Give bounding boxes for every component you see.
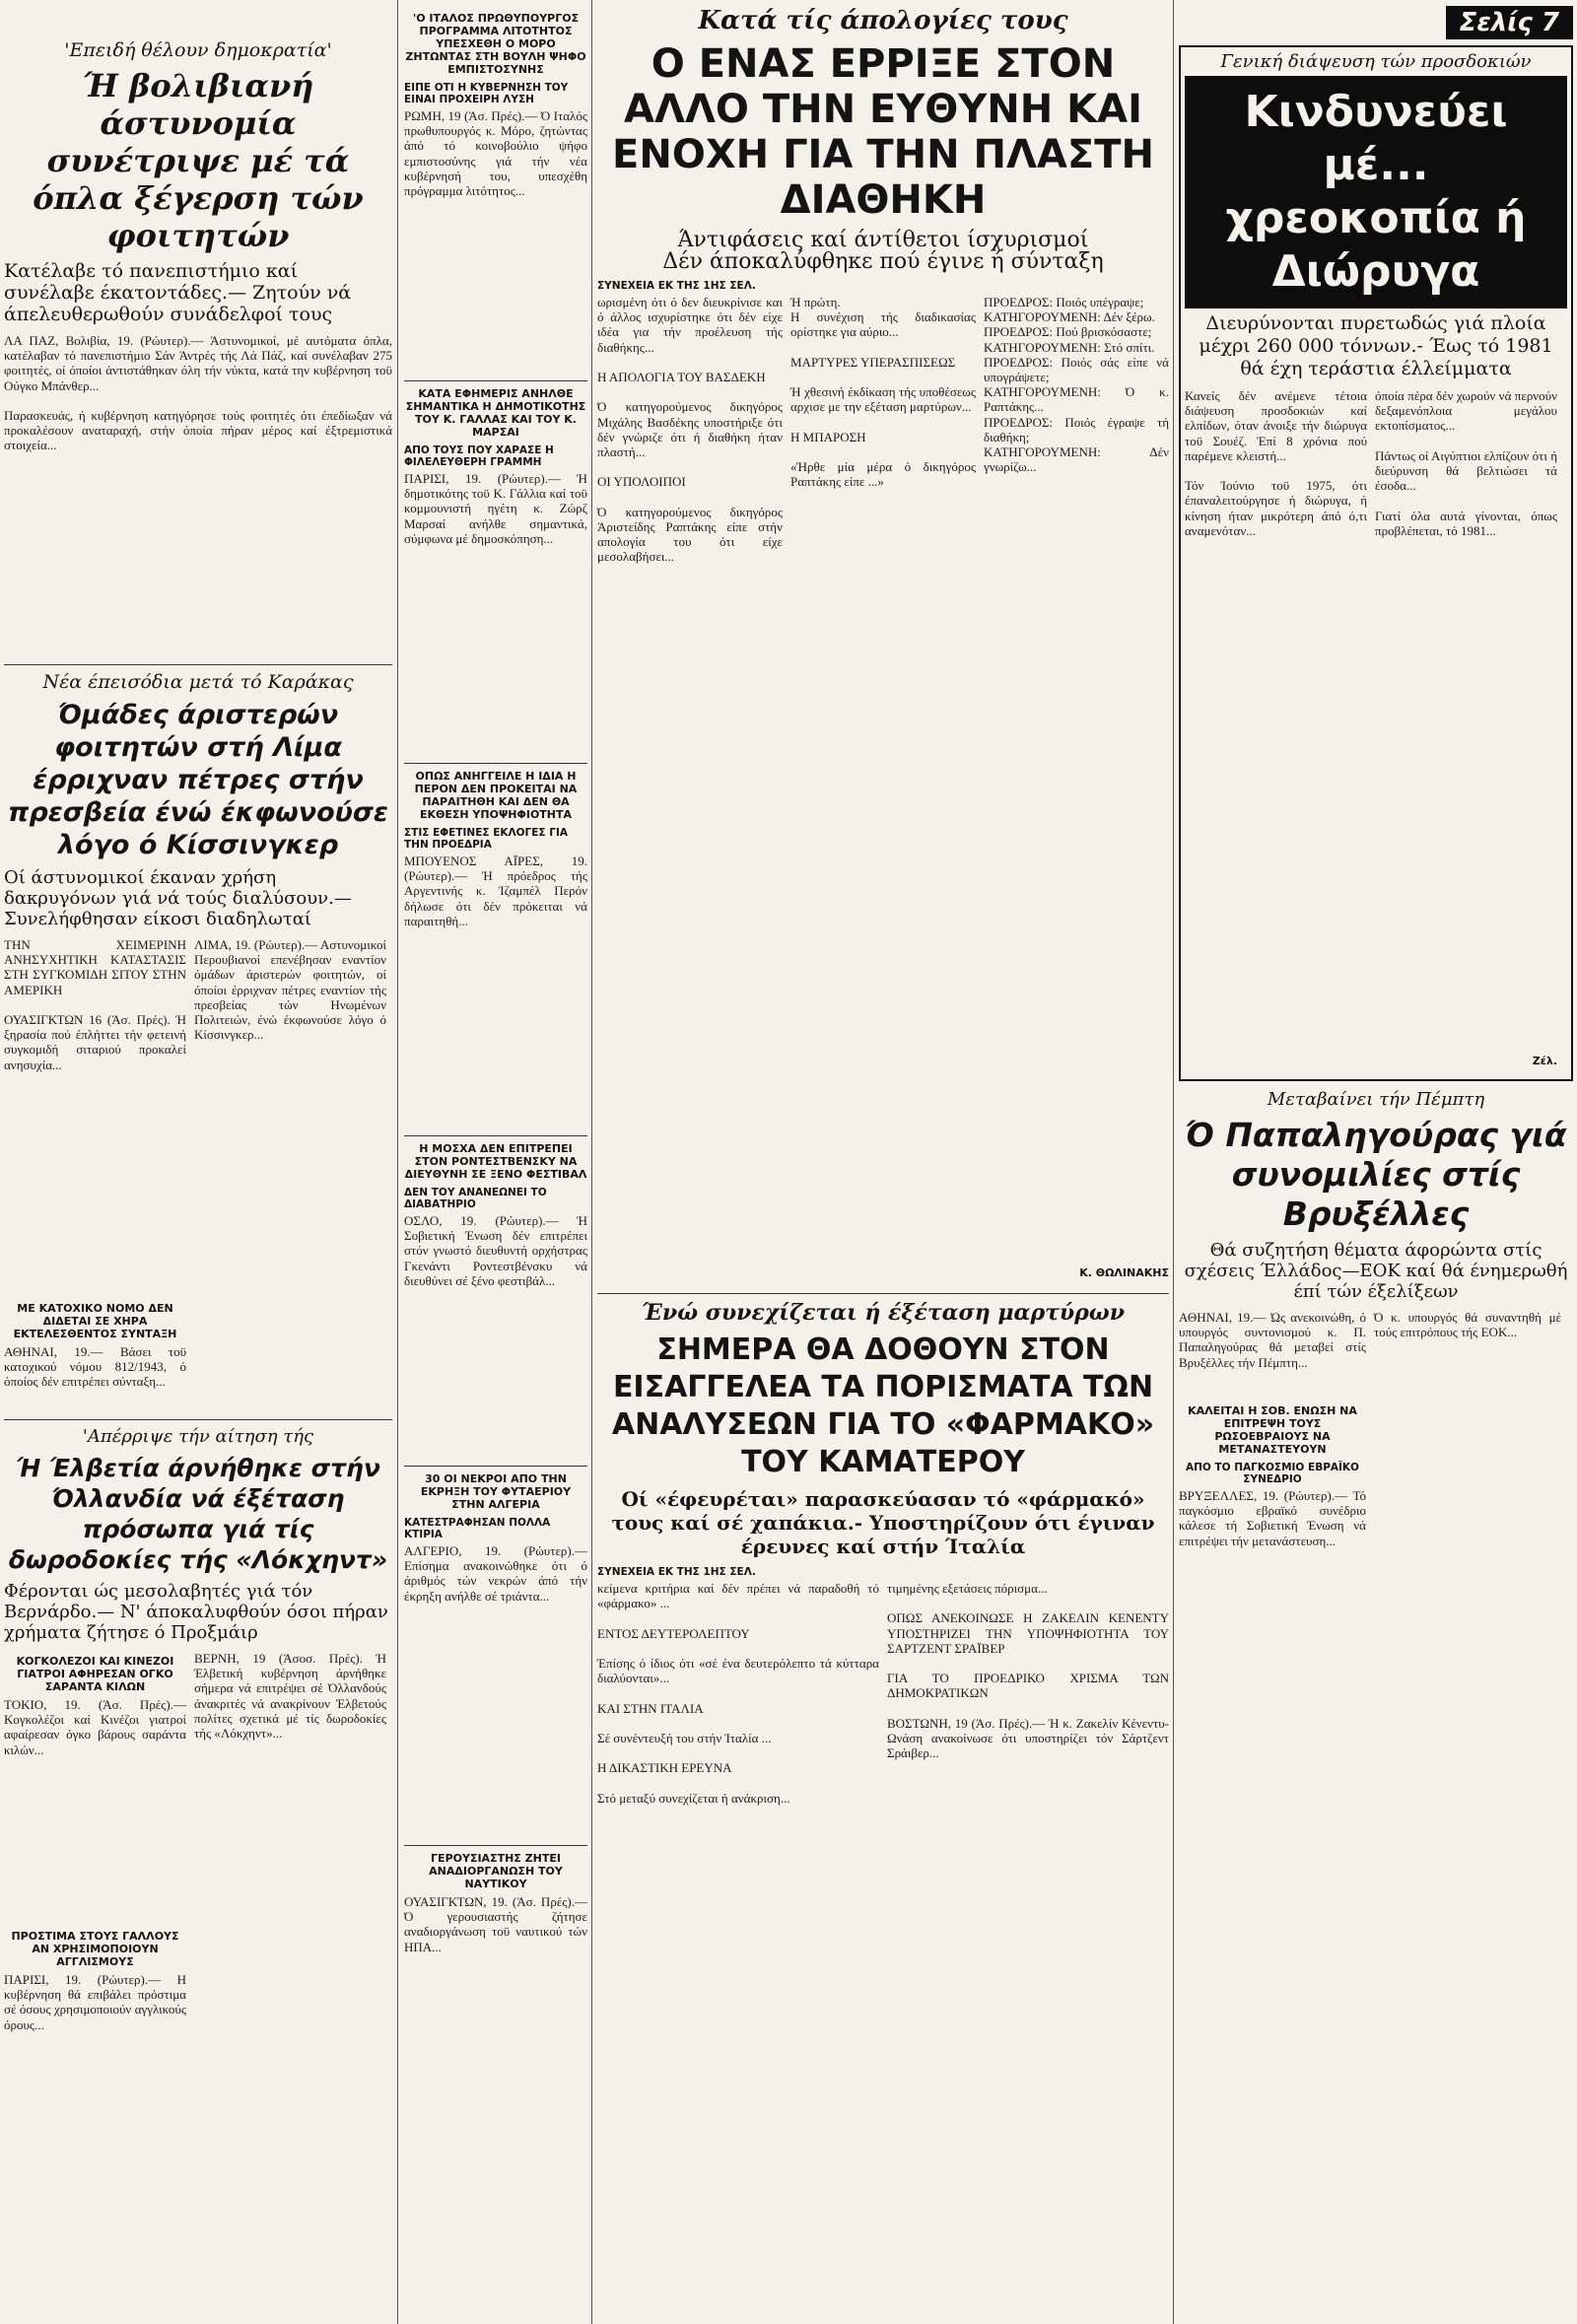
subhead: ΔΕΝ ΤΟΥ ΑΝΑΝΕΩΝΕΙ ΤΟ ΔΙΑΒΑΤΗΡΙΟ <box>404 1187 547 1210</box>
divider <box>404 763 587 764</box>
body-text: ΛΙΜΑ, 19. (Ρώυτερ).— Αστυνομικοί Περουβιανοί επενέβησαν εναντίον όμάδων άριστερών φοιτητών, οί όποίοι έρριχναν πέτρες εναντίον τής πρεσβείας τών Ηνωμένων Πολιτειών, ένώ έκφωνούσε λόγο ό Κίσσινγκερ... <box>194 937 390 1043</box>
story-algeria <box>404 1472 591 1839</box>
headline: Ή Έλβετία άρνήθηκε στήν Όλλανδία νά έξέταση πρόσωπα γιά τίς δωροδοκίες τής «Λόκχηντ» <box>8 1454 388 1574</box>
divider <box>597 1293 1169 1294</box>
body-text: ΤΗΝ ΧΕΙΜΕΡΙΝΗ ΑΝΗΣΥΧΗΤΙΚΗ ΚΑΤΑΣΤΑΣΙΣ ΣΤΗ ΣΥΓΚΟΜΙΔΗ ΣΙΤΟΥ ΣΤΗΝ ΑΜΕΡΙΚΗ ΟΥΑΣΙΓΚΤΩΝ 16 (Άσ. Πρές). Ή ξηρασία πού έπλήττει τήν φετεινή συγκομιδή σιταριού προκαλεί ανησυχία... <box>4 937 186 1072</box>
story-france <box>404 387 591 757</box>
column-left <box>4 0 392 2324</box>
story-lima <box>4 671 392 1298</box>
subhead: ΣΤΙΣ ΕΦΕΤΙΝΕΣ ΕΚΛΟΓΕΣ ΓΙΑ ΤΗΝ ΠΡΟΕΔΡΙΑ <box>404 827 568 851</box>
kicker: ΟΠΩΣ ΑΝΗΓΓΕΙΛΕ Η ΙΔΙΑ Η ΠΕΡΟΝ ΔΕΝ ΠΡΟΚΕΙΤΑΙ ΝΑ ΠΑΡΑΙΤΗΘΗ ΚΑΙ ΔΕΝ ΘΑ ΕΚΘΕΣΗ ΥΠΟΨΗΦΙΟΤΗΤΑ <box>414 770 578 821</box>
column-center <box>597 0 1169 2324</box>
deck: Δέν άποκαλύφθηκε πού έγινε ή σύνταξη <box>662 249 1104 274</box>
story-suez <box>1179 45 1573 1081</box>
kicker: ΓΕΡΟΥΣΙΑΣΤΗΣ ΖΗΤΕΙ ΑΝΑΔΙΟΡΓΑΝΩΣΗ ΤΟΥ ΝΑΥΤΙΚΟΥ <box>429 1852 563 1890</box>
body-text: Ή πρώτη. Η συνέχιση τής διαδικασίας ορίστηκε για αύριο... ΜΑΡΤΥΡΕΣ ΥΠΕΡΑΣΠΙΣΕΩΣ Ή χθεσινή έκδίκαση τής υποθέσεως αρχισε με την εξέταση μαρτύρων... Η ΜΠΑΡΟΣΗ «Ήρθε μία μέρα ό δικηγόρος Ραπτάκης είπε ...» <box>790 295 976 490</box>
deck: Φέρονται ώς μεσολαβητές γιά τόν Βερνάρδο.— Ν' άποκαλυφθούν όσοι πήραν χρήματα ζήτησε ό Προξμάιρ <box>4 1581 388 1643</box>
headline: Κινδυνεύει μέ... χρεοκοπία ή Διώρυγα <box>1225 87 1527 297</box>
deck: Οί «έφευρέται» παρασκεύασαν τό «φάρμακό» τους καί σέ χαπάκια.- Υποστηρίζουν ότι έγιναν έρευνες καί στήν Ίταλία <box>611 1487 1155 1558</box>
deck: Οί άστυνομικοί έκαναν χρήση δακρυγόνων γιά νά τούς διαλύσουν.— Συνελήφθησαν είκοσι διαδηλωταί <box>4 867 352 929</box>
kicker: 'Ο ΙΤΑΛΟΣ ΠΡΩΘΥΠΟΥΡΓΟΣ ΠΡΟΓΡΑΜΜΑ ΛΙΤΟΤΗΤΟΣ ΥΠΕΣΧΕΘΗ Ο ΜΟΡΟ ΖΗΤΩΝΤΑΣ ΣΤΗ ΒΟΥΛΗ ΨΗΦΟ ΕΜΠΙΣΤΟΣΥΝΗΣ <box>405 12 586 76</box>
story-navy <box>404 1852 591 2042</box>
body-text: ΟΣΛΟ, 19. (Ρώυτερ).— Ή Σοβιετική Ένωση δέν επιτρέπει στόν γνωστό διευθυντή ορχήστρας Γκενάντι Ροντεστβένσκυ νά διευθύνει σέ ξένο φεστιβάλ... <box>404 1213 591 1288</box>
column-rule <box>1173 0 1174 2324</box>
deck: Διευρύνονται πυρετωδώς γιά πλοία μέχρι 260 000 τόννων.- Έως τό 1981 θά έχη τεράστια έλλείμματα <box>1199 312 1553 379</box>
divider <box>404 1466 587 1467</box>
headline-box <box>1185 76 1567 308</box>
kicker: Κατά τίς άπολογίες τους <box>698 6 1068 35</box>
kicker: 'Απέρριψε τήν αίτηση τής <box>82 1426 314 1447</box>
headline: Ή βολιβιανή άστυνομία συνέτριψε μέ τά όπλα ξέγερση τών φοιτητών <box>33 67 364 254</box>
continued-label: ΣΥΝΕΧΕΙΑ ΕΚ ΤΗΣ 1ΗΣ ΣΕΛ. <box>597 280 756 292</box>
story-moro <box>404 0 591 375</box>
body-text: τιμημένης εξετάσεις πόρισμα... ΟΠΩΣ ΑΝΕΚΟΙΝΩΣΕ Η ΖΑΚΕΛΙΝ ΚΕΝΕΝΤΥ ΥΠΟΣΤΗΡΙΖΕΙ ΤΗΝ ΥΠΟΨΗΦΙΟΤΗΤΑ ΤΟΥ ΣΑΡΤΖΕΝΤ ΣΡΑΪΒΕΡ ΓΙΑ ΤΟ ΠΡΟΕΔΡΙΚΟ ΧΡΙΣΜΑ ΤΩΝ ΔΗΜΟΚΡΑΤΙΚΩΝ ΒΟΣΤΩΝΗ, 19 (Άσ. Πρές).— Ή κ. Ζακελίν Κένεντυ-Ωνάση ανακοίνωσε ότι υποστηρίζει τόν Σάρτζεντ Σράιβερ... <box>887 1581 1169 1761</box>
headline: ΣΗΜΕΡΑ ΘΑ ΔΟΘΟΥΝ ΣΤΟΝ ΕΙΣΑΓΓΕΛΕΑ ΤΑ ΠΟΡΙΣΜΑΤΑ ΤΩΝ ΑΝΑΛΥΣΕΩΝ ΓΙΑ ΤΟ «ΦΑΡΜΑΚΟ» ΤΟΥ ΚΑΜΑΤΕΡΟΥ <box>611 1333 1155 1479</box>
divider <box>404 380 587 381</box>
divider <box>4 1419 392 1420</box>
body-text: ΡΩΜΗ, 19 (Άσ. Πρές).— Ό Ιταλός πρωθυπουργός κ. Μόρο, ζητώντας άπό τό κοινοβούλιο ψήφο εμπιστοσύνης γιά τήν νέα κυβέρνησή του, υπεσχέθη πρόγραμμα λιτότητος... <box>404 108 591 199</box>
body-text: ΤΟΚΙΟ, 19. (Άσ. Πρές).— Κογκολέζοι καί Κινέζοι γιατροί αφαίρεσαν όγκο βάρους σαράντα κιλών... <box>4 1697 190 1757</box>
story-papaligouras <box>1179 1089 1573 1690</box>
column-rule <box>397 0 398 2324</box>
subhead: ΚΑΤΕΣΤΡΑΦΗΣΑΝ ΠΟΛΛΑ ΚΤΙΡΙΑ <box>404 1517 551 1540</box>
body-text: ΠΑΡΙΣΙ, 19. (Ρώυτερ).— Ή δημοτικότης τοϋ Κ. Γάλλια καί τοϋ κομμουνιστή ηγέτη κ. Ζώρζ Μαρσαί ανήλθε σημαντικά, σύμφωνα μέ δημοσκόπηση... <box>404 471 591 546</box>
story-moscow <box>404 1142 591 1460</box>
body-text: ΑΘΗΝΑΙ, 19.— Ώς ανεκοινώθη, ό υπουργός συντονισμού κ. Π. Παπαληγούρας θά μεταβεί στίς Βρυξέλλες τήν Πέμπτη... <box>1179 1310 1370 1370</box>
story-drug <box>597 1300 1169 2139</box>
continued-label: ΣΥΝΕΧΕΙΑ ΕΚ ΤΗΣ 1ΗΣ ΣΕΛ. <box>597 1566 756 1578</box>
short-item <box>4 1302 190 1413</box>
body-text: ΒΡΥΞΕΛΛΕΣ, 19. (Ρώυτερ).— Τό παγκόσμιο εβραϊκό συνέδριο κάλεσε τή Σοβιετική Ένωση νά επιτρέψει τήν μετανάστευση... <box>1179 1488 1370 1548</box>
short-title: ΚΟΓΚΟΛΕΖΟΙ ΚΑΙ ΚΙΝΕΖΟΙ ΓΙΑΤΡΟΙ ΑΦΗΡΕΣΑΝ ΟΓΚΟ ΣΑΡΑΝΤΑ ΚΙΛΩΝ <box>16 1655 174 1693</box>
deck: Κατέλαβε τό πανεπιστήμιο καί συνέλαβε έκατοντάδες.— Ζητούν νά άπελευθερωθούν συνάδελφοί τους <box>4 260 352 325</box>
page-number-badge: Σελίς 7 <box>1446 6 1573 39</box>
body-text: ΠΡΟΕΔΡΟΣ: Ποιός υπέγραψε; ΚΑΤΗΓΟΡΟΥΜΕΝΗ: Δέν ξέρω. ΠΡΟΕΔΡΟΣ: Πού βρισκόσαστε; ΚΑΤΗΓΟΡΟΥΜΕΝΗ: Στό σπίτι. ΠΡΟΕΔΡΟΣ: Ποιός σάς είπε νά υπογράψετε; ΚΑΤΗΓΟΡΟΥΜΕΝΗ: Ό κ. Ραπτάκης... ΠΡΟΕΔΡΟΣ: Ποιός έγραψε τή διαθήκη; ΚΑΤΗΓΟΡΟΥΜΕΝΗ: Δέν γνωρίζω... <box>984 295 1169 475</box>
body-text: Κανείς δέν ανέμενε τέτοια διάψευση προσδοκιών καί ελπίδων, όταν άνοιξε τήν διώρυγα τοϋ Σουέζ. Έπί 8 χρόνια πού παρέμενε κλειστή... Τόν Ίούνιο τοϋ 1975, ότι έπαναλειτούργησε ή διώρυγα, ή κίνηση ήταν μικρότερη άπό ό,τι αναμενόταν... <box>1185 388 1367 538</box>
story-bolivia <box>4 39 392 658</box>
body-text: ΜΠΟΥΕΝΟΣ ΑΪΡΕΣ, 19. (Ρώυτερ).— Ή πρόεδρος τής Αργεντινής κ. Ίζαμπέλ Περόν δήλωσε ότι δέν πρόκειται νά παραιτηθή... <box>404 854 591 928</box>
deck: Άντιφάσεις καί άντίθετοι ίσχυρισμοί <box>677 228 1089 252</box>
column-right <box>1179 0 1573 2324</box>
divider <box>404 1135 587 1136</box>
column-rule <box>591 0 592 2324</box>
kicker: ΚΑΤΑ ΕΦΗΜΕΡΙΣ ΑΝΗΛΘΕ ΣΗΜΑΝΤΙΚΑ Η ΔΗΜΟΤΙΚΟΤΗΣ ΤΟΥ Κ. ΓΑΛΛΑΣ ΚΑΙ ΤΟΥ Κ. ΜΑΡΣΑΙ <box>405 387 586 439</box>
headline: Ο ΕΝΑΣ ΕΡΡΙΞΕ ΣΤΟΝ ΑΛΛΟ ΤΗΝ ΕΥΘΥΝΗ ΚΑΙ ΕΝΟΧΗ ΓΙΑ ΤΗΝ ΠΛΑΣΤΗ ΔΙΑΘΗΚΗ <box>612 41 1154 223</box>
byline: Ζέλ. <box>1532 1055 1557 1067</box>
kicker: ΚΑΛΕΙΤΑΙ Η ΣΟΒ. ΕΝΩΣΗ ΝΑ ΕΠΙΤΡΕΨΗ ΤΟΥΣ ΡΩΣΟΕΒΡΑΙΟΥΣ ΝΑ ΜΕΤΑΝΑΣΤΕΥΟΥΝ <box>1188 1404 1357 1456</box>
column-second <box>404 0 591 2324</box>
kicker: Μεταβαίνει τήν Πέμπτη <box>1267 1089 1485 1110</box>
divider <box>4 664 392 665</box>
kicker: Νέα έπεισόδια μετά τό Καράκας <box>42 671 354 693</box>
kicker: Ένώ συνεχίζεται ή έξέταση μαρτύρων <box>642 1300 1125 1326</box>
body-text: ΑΘΗΝΑΙ, 19.— Βάσει τοϋ κατοχικού νόμου 812/1943, ό όποίος δέν επιτρέπει σύνταξη... <box>4 1344 190 1390</box>
story-switzerland <box>4 1426 392 2169</box>
subhead: ΑΠΟ ΤΟ ΠΑΓΚΟΣΜΙΟ ΕΒΡΑΪΚΟ ΣΥΝΕΔΡΙΟ <box>1186 1462 1359 1485</box>
body-text: Ό κ. υπουργός θά συναντηθή μέ τούς επιτρόπους τής ΕΟΚ... <box>1374 1310 1565 1340</box>
short-title: ΜΕ ΚΑΤΟΧΙΚΟ ΝΟΜΟ ΔΕΝ ΔΙΔΕΤΑΙ ΣΕ ΧΗΡΑ ΕΚΤΕΛΕΣΘΕΝΤΟΣ ΣΥΝΤΑΞΗ <box>13 1302 177 1340</box>
body-text: ΟΥΑΣΙΓΚΤΩΝ, 19. (Άσ. Πρές).— Ό γερουσιαστής ζήτησε αναδιοργάνωση τοϋ ναυτικού τών ΗΠΑ... <box>404 1894 591 1954</box>
kicker: Γενική διάψευση τών προσδοκιών <box>1220 51 1532 72</box>
story-peron <box>404 770 591 1129</box>
body-text: ΠΑΡΙΣΙ, 19. (Ρώυτερ).— Η κυβέρνηση θά επιβάλει πρόστιμα σέ όσους χρησιμοποιούν αγγλικούς όρους... <box>4 1972 190 2032</box>
byline: Κ. ΘΩΛΙΝΑΚΗΣ <box>1079 1266 1169 1279</box>
kicker: 30 ΟΙ ΝΕΚΡΟΙ ΑΠΟ ΤΗΝ ΕΚΡΗΞΗ ΤΟΥ ΦΥΤΑΕΡΙΟΥ ΣΤΗΝ ΑΛΓΕΡΙΑ <box>420 1472 572 1511</box>
kicker: 'Επειδή θέλουν δημοκρατία' <box>64 39 332 61</box>
story-will-trial <box>597 6 1169 1287</box>
kicker: Η ΜΟΣΧΑ ΔΕΝ ΕΠΙΤΡΕΠΕΙ ΣΤΟΝ ΡΟΝΤΕΣΤΒΕΝΣΚΥ ΝΑ ΔΙΕΥΘΥΝΗ ΣΕ ΞΕΝΟ ΦΕΣΤΙΒΑΛ <box>404 1142 587 1181</box>
body-text: ΒΕΡΝΗ, 19 (Άσοσ. Πρές). Ή Έλβετική κυβέρνηση άρνήθηκε σήμερα νά επιτρέψει σέ Όλλανδούς άνακριτές νά ανακρίνουν Έλβετούς πολίτες σχετικά μέ τίς δωροδοκίες τής «Λόκχηντ»... <box>194 1651 390 1742</box>
page-tab <box>1179 6 1573 39</box>
body-text: όποία πέρα δέν χωρούν νά περνούν δεξαμενόπλοια μεγάλου εκτοπίσματος... Πάντως οί Αιγύπτιοι ελπίζουν ότι ή διεύρυνση θά βελτιώσει τά έσοδα... Γιατί όλα αυτά γίνονται, όπως προβλέπεται, τό 1981... <box>1375 388 1557 538</box>
body-text: ωρισμένη ότι ό δεν διευκρίνισε και ό άλλος ισχυρίστηκε ότι δέν είχε ιδέα για τήν προέλευση τής διαθήκης... Η ΑΠΟΛΟΓΙΑ ΤΟΥ ΒΑΣΔΕΚΗ Ό κατηγορούμενος δικηγόρος Μιχάλης Βασδέκης υποστήριξε ότι δέν γνώριζε ότι ή διαθήκη ήταν πλαστή... ΟΙ ΥΠΟΛΟΙΠΟΙ Ό κατηγορούμενος δικηγόρος Άριστείδης Ραπτάκης είπε στήν απολογία του ότι είχε μεσολαβήσει... <box>597 295 783 565</box>
divider <box>404 1845 587 1846</box>
body-text: ΛΑ ΠΑΖ, Βολιβία, 19. (Ρώυτερ).— Άστυνομικοί, μέ αυτόματα όπλα, κατέλαβαν τό πανεπιστήμιο Σάν Άντρές τής Λά Πάζ, καί συνέλαβαν 275 φοιτητές, οί όποίοι άντιστάθηκαν όλη τήν νύκτα, κατά την κυβέρνηση τοϋ Ούγκο Μπάνθερ... Παρασκευάς, ή κυβέρνηση κατηγόρησε τούς φοιτητές ότι έπεδίωξαν νά προκαλέσουν αναταραχή, στήν όποία πήραν μέρος καί έξτρεμιστικά στοιχεία... <box>4 333 392 453</box>
body-text: κείμενα κριτήρια καί δέν πρέπει νά παραδοθή τό «φάρμακο» ... ΕΝΤΟΣ ΔΕΥΤΕΡΟΛΕΠΤΟΥ Έπίσης ό ίδιος ότι «σέ ένα δευτερόλεπτο τά κύτταρα διαλύονται»... ΚΑΙ ΣΤΗΝ ΙΤΑΛΙΑ Σέ συνέντευξή του στήν Ίταλία ... Η ΔΙΚΑΣΤΙΚΗ ΕΡΕΥΝΑ Στό μεταξύ συνεχίζεται ή ανάκριση... <box>597 1581 879 1806</box>
headline: Όμάδες άριστερών φοιτητών στή Λίμα έρριχναν πέτρες στήν πρεσβεία ένώ έκφωνούσε λόγο ό Κίσσινγκερ <box>8 700 388 860</box>
short-title: ΠΡΟΣΤΙΜΑ ΣΤΟΥΣ ΓΑΛΛΟΥΣ ΑΝ ΧΡΗΣΙΜΟΠΟΙΟΥΝ ΑΓΓΛΙΣΜΟΥΣ <box>11 1930 179 1968</box>
subhead: ΕΙΠΕ ΟΤΙ Η ΚΥΒΕΡΝΗΣΗ ΤΟΥ ΕΙΝΑΙ ΠΡΟΧΕΙΡΗ ΛΥΣΗ <box>404 82 569 105</box>
subhead: ΑΠΟ ΤΟΥΣ ΠΟΥ ΧΑΡΑΣΕ Η ΦΙΛΕΛΕΥΘΕΡΗ ΓΡΑΜΜΗ <box>404 444 554 468</box>
deck: Θά συζητήση θέματα άφορώντα στίς σχέσεις Έλλάδος—ΕΟΚ καί θά ένημερωθή έπί τών έξελίξεων <box>1184 1240 1568 1302</box>
body-text: ΑΛΓΕΡΙΟ, 19. (Ρώυτερ).— Επίσημα ανακοινώθηκε ότι ό άριθμός τών νεκρών άπό τήν έκρηξη ανήλθε σέ τριάντα... <box>404 1543 591 1604</box>
headline: Ό Παπαληγούρας γιά συνομιλίες στίς Βρυξέλλες <box>1185 1116 1567 1233</box>
